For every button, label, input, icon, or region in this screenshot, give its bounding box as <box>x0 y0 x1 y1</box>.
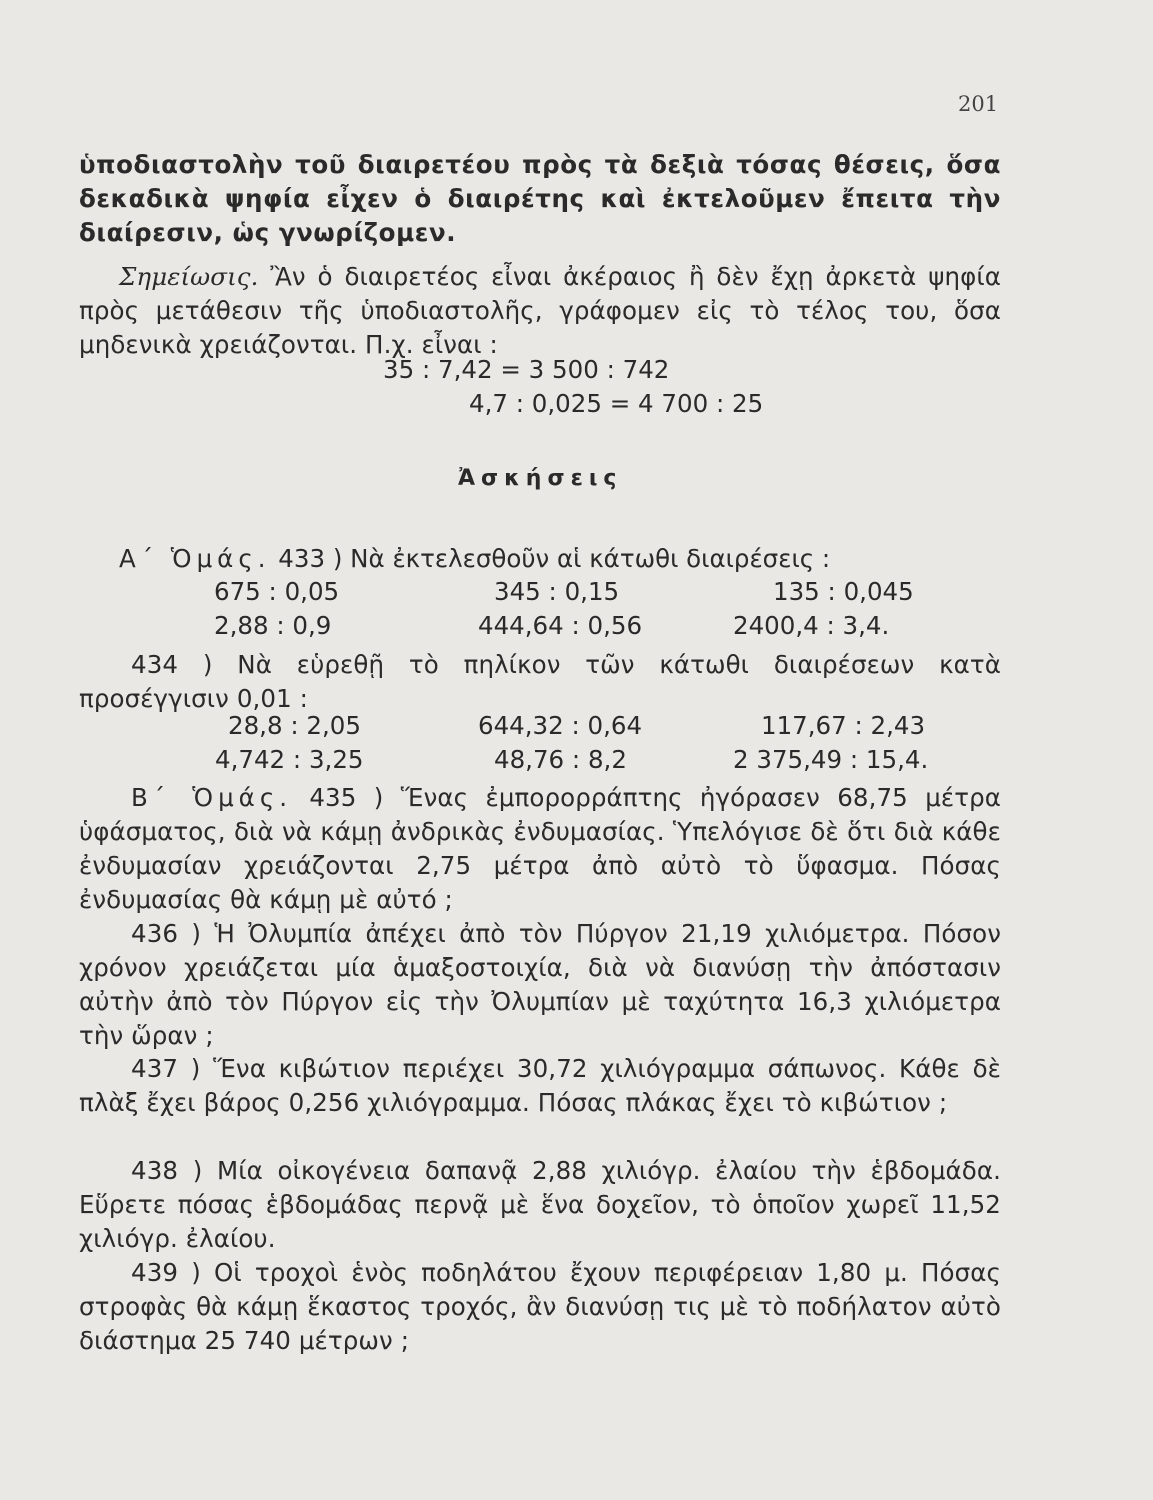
exercise-439 <box>79 1256 1001 1358</box>
division-item: 345 : 0,15 <box>494 577 620 606</box>
note-paragraph <box>79 260 1001 362</box>
exercise-434-text: 434 ) Νὰ εὑρεθῇ τὸ πηλίκον τῶν κάτωθι διαιρέσεων κατὰ προσέγγισιν 0,01 : <box>79 650 1001 713</box>
group-b-label: Β΄ Ὁμάς. <box>131 783 292 812</box>
exercise-437-text: 437 ) Ἕνα κιβώτιον περιέχει 30,72 χιλιόγραμμα σάπωνος. Κάθε δὲ πλὰξ ἔχει βάρος 0,256 χιλιόγραμμα. Πόσας πλάκας ἔχει τὸ κιβώτιον ; <box>79 1054 1001 1117</box>
page-number: 201 <box>958 92 999 116</box>
division-item: 117,67 : 2,43 <box>761 711 926 740</box>
exercise-434 <box>79 648 1001 716</box>
intro-paragraph <box>79 148 1001 250</box>
intro-text: ὑποδιαστολὴν τοῦ διαιρετέου πρὸς τὰ δεξιὰ τόσας θέσεις, ὅσα δεκαδικὰ ψηφία εἶχεν ὁ διαιρέτης καὶ ἐκτελοῦμεν ἔπειτα τὴν διαίρεσιν, ὡς γνωρίζομεν. <box>79 150 1001 247</box>
division-item: 28,8 : 2,05 <box>228 711 361 740</box>
division-item: 135 : 0,045 <box>773 577 914 606</box>
division-item: 675 : 0,05 <box>214 577 340 606</box>
division-item: 2,88 : 0,9 <box>214 611 332 640</box>
division-item: 2 375,49 : 15,4. <box>733 745 929 774</box>
exercise-438-text: 438 ) Μία οἰκογένεια δαπανᾷ 2,88 χιλιόγρ. ἐλαίου τὴν ἑβδομάδα. Εὕρετε πόσας ἑβδομάδας περνᾷ μὲ ἕνα δοχεῖον, τὸ ὁποῖον χωρεῖ 11,52 χιλιόγρ. ἐλαίου. <box>79 1156 1001 1253</box>
exercise-438 <box>79 1154 1001 1256</box>
division-item: 48,76 : 8,2 <box>494 745 627 774</box>
example-1: 35 : 7,42 = 3 500 : 742 <box>383 355 670 384</box>
note-body: Ἂν ὁ διαιρετέος εἶναι ἀκέραιος ἢ δὲν ἔχῃ ἀρκετὰ ψηφία πρὸς μετάθεσιν τῆς ὑποδιαστολῆς, γράφομεν εἰς τὸ τέλος του, ὅσα μηδενικὰ χρειάζονται. Π.χ. εἶναι : <box>79 262 1001 359</box>
division-item: 644,32 : 0,64 <box>478 711 643 740</box>
exercise-433-text: 433 ) Νὰ ἐκτελεσθοῦν αἱ κάτωθι διαιρέσεις : <box>278 544 831 573</box>
example-2: 4,7 : 0,025 = 4 700 : 25 <box>469 389 764 418</box>
exercise-435-text <box>79 781 1001 917</box>
exercise-435 <box>79 781 1001 917</box>
exercise-436-text: 436 ) Ἡ Ὀλυμπία ἀπέχει ἀπὸ τὸν Πύργον 21,19 χιλιόμετρα. Πόσον χρόνον χρειάζεται μία ἁμαξοστοιχία, διὰ νὰ διανύσῃ τὴν ἀπόστασιν αὐτὴν ἀπὸ τὸν Πύργον εἰς τὴν Ὀλυμπίαν μὲ ταχύτητα 16,3 χιλιόμετρα τὴν ὥραν ; <box>79 919 1001 1050</box>
note-label: Σημείωσις. <box>119 262 259 291</box>
exercise-437 <box>79 1052 1001 1120</box>
exercise-435-body: 435 ) Ἕνας ἐμπορορράπτης ἠγόρασεν 68,75 μέτρα ὑφάσματος, διὰ νὰ κάμῃ ἀνδρικὰς ἐνδυμασίας. Ὑπελόγισε δὲ ὅτι διὰ κάθε ἐνδυμασίαν χρειάζονται 2,75 μέτρα ἀπὸ αὐτὸ τὸ ὕφασμα. Πόσας ἐνδυμασίας θὰ κάμῃ μὲ αὐτό ; <box>79 783 1001 914</box>
exercise-436 <box>79 917 1001 1053</box>
exercise-433 <box>119 544 830 573</box>
division-item: 444,64 : 0,56 <box>478 611 643 640</box>
note-text <box>79 260 1001 362</box>
section-title: Ἀσκήσεις <box>458 466 623 491</box>
division-item: 4,742 : 3,25 <box>215 745 364 774</box>
group-a-label: Α΄ Ὁμάς. <box>119 544 271 573</box>
division-item: 2400,4 : 3,4. <box>733 611 890 640</box>
exercise-439-text: 439 ) Οἱ τροχοὶ ἑνὸς ποδηλάτου ἔχουν περιφέρειαν 1,80 μ. Πόσας στροφὰς θὰ κάμῃ ἕκαστος τροχός, ἂν διανύσῃ τις μὲ τὸ ποδήλατον αὐτὸ διάστημα 25 740 μέτρων ; <box>79 1258 1001 1355</box>
